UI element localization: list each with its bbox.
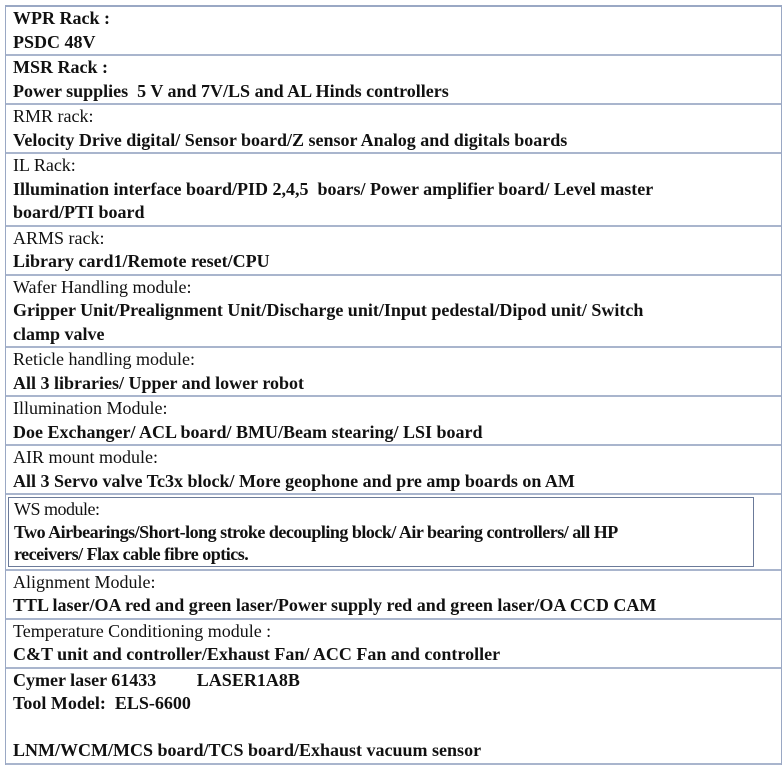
row-detail: C&T unit and controller/Exhaust Fan/ ACC Fan and controller (13, 644, 501, 664)
row-detail: clamp valve (13, 323, 105, 344)
table-row (6, 154, 781, 227)
row-detail: Gripper Unit/Prealignment Unit/Discharge unit/Input pedestal/Dipod unit/ Switch (13, 300, 644, 320)
row-detail: Doe Exchanger/ ACL board/ BMU/Beam stearing/ LSI board (13, 421, 483, 442)
table-row (6, 7, 781, 56)
table-row (6, 620, 781, 669)
row-detail: receivers/ Flax cable fibre optics. (14, 544, 249, 564)
row-detail: TTL laser/OA red and green laser/Power supply red and green laser/OA CCD CAM (13, 595, 657, 615)
row-heading: Temperature Conditioning module : (13, 620, 272, 641)
table-row (6, 105, 781, 154)
table-row (6, 348, 781, 397)
ws-module-box (8, 497, 754, 567)
row-heading: ARMS rack: (13, 227, 105, 248)
table-row (6, 497, 781, 571)
table-row (6, 571, 781, 620)
row-heading: MSR Rack : (13, 57, 108, 77)
row-detail: All 3 libraries/ Upper and lower robot (13, 372, 305, 393)
table-row (6, 56, 781, 105)
row-heading: WPR Rack : (13, 8, 110, 28)
row-detail: PSDC 48V (13, 31, 96, 52)
components-table (5, 5, 782, 765)
row-heading: Illumination Module: (13, 398, 168, 418)
row-detail: board/PTI board (13, 202, 145, 222)
row-heading: WS module: (14, 499, 100, 519)
row-detail: All 3 Servo valve Tc3x block/ More geophone and pre amp boards on AM (13, 470, 575, 491)
row-detail: Library card1/Remote reset/CPU (13, 251, 270, 271)
table-row (6, 446, 781, 495)
table-row (6, 397, 781, 446)
row-detail: Velocity Drive digital/ Sensor board/Z sensor Analog and digitals boards (13, 129, 568, 150)
table-row-laser (6, 669, 781, 765)
row-heading: IL Rack: (13, 155, 76, 175)
spacer (13, 716, 781, 740)
row-heading: Reticle handling module: (13, 349, 195, 369)
table-row (6, 276, 781, 349)
row-heading: AIR mount module: (13, 447, 158, 467)
row-detail: Two Airbearings/Short-long stroke decoupling block/ Air bearing controllers/ all HP (14, 521, 618, 542)
row-heading: Alignment Module: (13, 571, 156, 592)
row-detail: Illumination interface board/PID 2,4,5 boars/ Power amplifier board/ Level master (13, 178, 654, 199)
laser-boards: LNM/WCM/MCS board/TCS board/Exhaust vacuum sensor (13, 740, 482, 760)
row-heading: Wafer Handling module: (13, 276, 192, 297)
table-row (6, 227, 781, 276)
laser-info: Cymer laser 61433 LASER1A8B (13, 669, 300, 690)
tool-model: Tool Model: ELS-6600 (13, 693, 191, 713)
row-heading: RMR rack: (13, 106, 94, 126)
row-detail: Power supplies 5 V and 7V/LS and AL Hinds controllers (13, 80, 449, 101)
